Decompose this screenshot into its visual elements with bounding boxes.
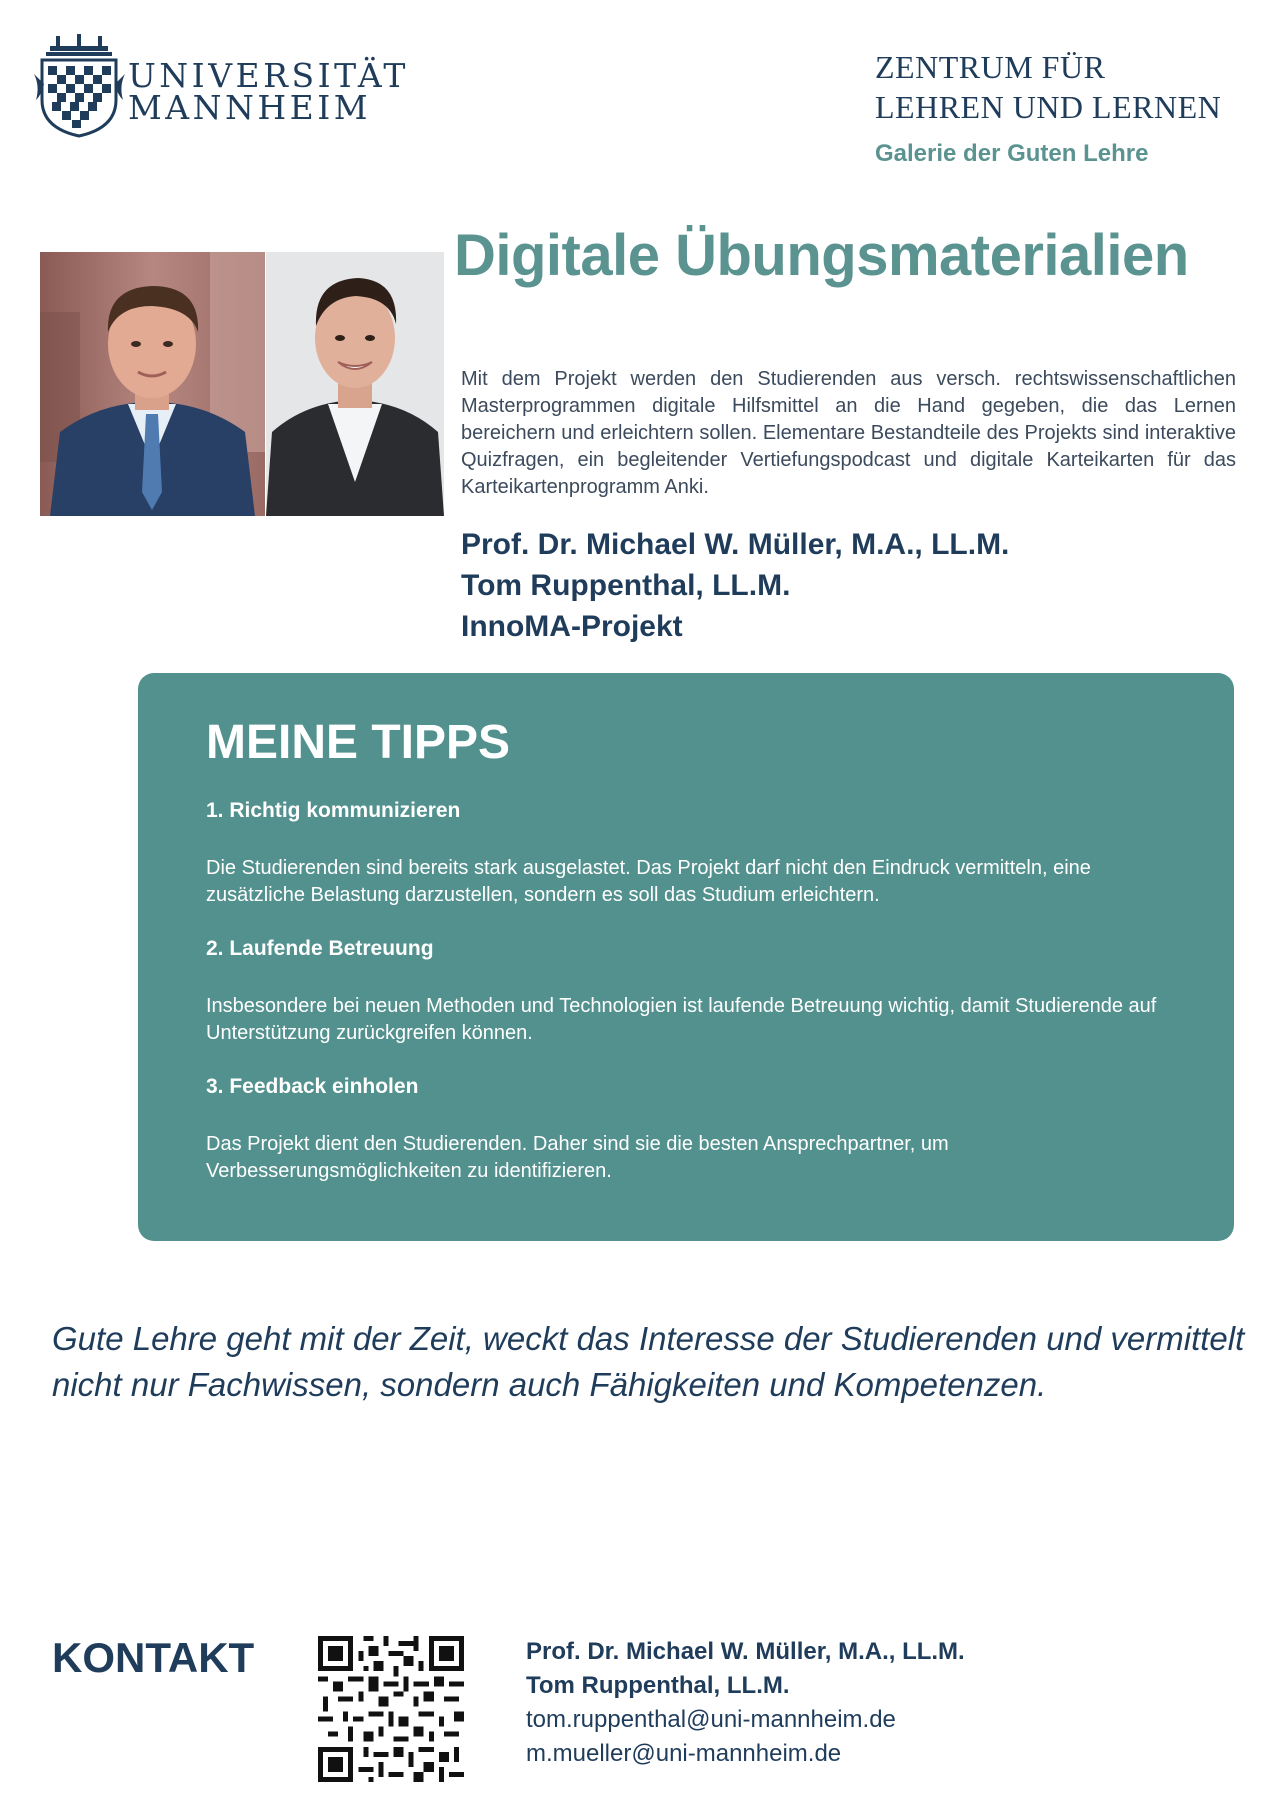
authors-block [461, 524, 1009, 647]
university-name-line1: UNIVERSITÄT [128, 56, 409, 95]
project-name: InnoMA-Projekt [461, 610, 683, 643]
center-name [875, 47, 1221, 127]
tip-text: Die Studierenden sind bereits stark ausgelastet. Das Projekt darf nicht den Eindruck vermitteln, eine zusätzliche Belastung darzustellen, sondern es soll das Studium erleichtern. [206, 857, 1091, 906]
contact-details [526, 1635, 965, 1771]
center-name-line2: LEHREN UND LERNEN [875, 89, 1222, 125]
tips-box [138, 673, 1234, 1241]
university-name [128, 56, 409, 127]
university-logo [32, 34, 412, 138]
tip-title: 2. Laufende Betreuung [206, 937, 434, 960]
portrait-photo-ruppenthal [266, 252, 444, 516]
contact-name: Prof. Dr. Michael W. Müller, M.A., LL.M. [526, 1638, 965, 1665]
tip-title: 3. Feedback einholen [206, 1075, 419, 1098]
tips-heading: MEINE TIPPS [206, 716, 511, 769]
page-title: Digitale Übungsmaterialien [454, 223, 1189, 288]
gallery-label: Galerie der Guten Lehre [875, 140, 1149, 167]
contact-email-link[interactable]: tom.ruppenthal@uni-mannheim.de [526, 1706, 896, 1733]
center-name-line1: ZENTRUM FÜR [875, 49, 1106, 85]
author-name: Prof. Dr. Michael W. Müller, M.A., LL.M. [461, 528, 1010, 561]
author-name: Tom Ruppenthal, LL.M. [461, 569, 791, 602]
tip-title: 1. Richtig kommunizieren [206, 799, 461, 822]
university-name-line2: MANNHEIM [128, 88, 372, 127]
university-crest-icon [32, 34, 127, 138]
tip-text: Das Projekt dient den Studierenden. Daher sind sie die besten Ansprechpartner, um Verbesserungsmöglichkeiten zu identifizieren. [206, 1133, 949, 1182]
contact-heading: KONTAKT [52, 1634, 255, 1681]
tip-text: Insbesondere bei neuen Methoden und Technologien ist laufende Betreuung wichtig, damit Studierende auf Unterstützung zurückgreifen können. [206, 995, 1157, 1044]
project-description: Mit dem Projekt werden den Studierenden aus versch. rechtswissenschaftlichen Masterprogrammen digitale Hilfsmittel an die Hand gegeben, die das Lernen bereichern und erleichtern sollen. Elementare Bestandteile des Projekts sind interaktive Quizfragen, ein begleitender Vertiefungspodcast und digitale Karteikarten für das Karteikartenprogramm Anki. [461, 368, 1236, 498]
contact-email-link[interactable]: m.mueller@uni-mannheim.de [526, 1740, 842, 1767]
portrait-photo-mueller [40, 252, 265, 516]
contact-name: Tom Ruppenthal, LL.M. [526, 1672, 790, 1699]
quote: Gute Lehre geht mit der Zeit, weckt das Interesse der Studierenden und vermittelt nicht nur Fachwissen, sondern auch Fähigkeiten und Kompetenzen. [52, 1320, 1245, 1403]
qr-code-icon[interactable] [318, 1636, 464, 1782]
